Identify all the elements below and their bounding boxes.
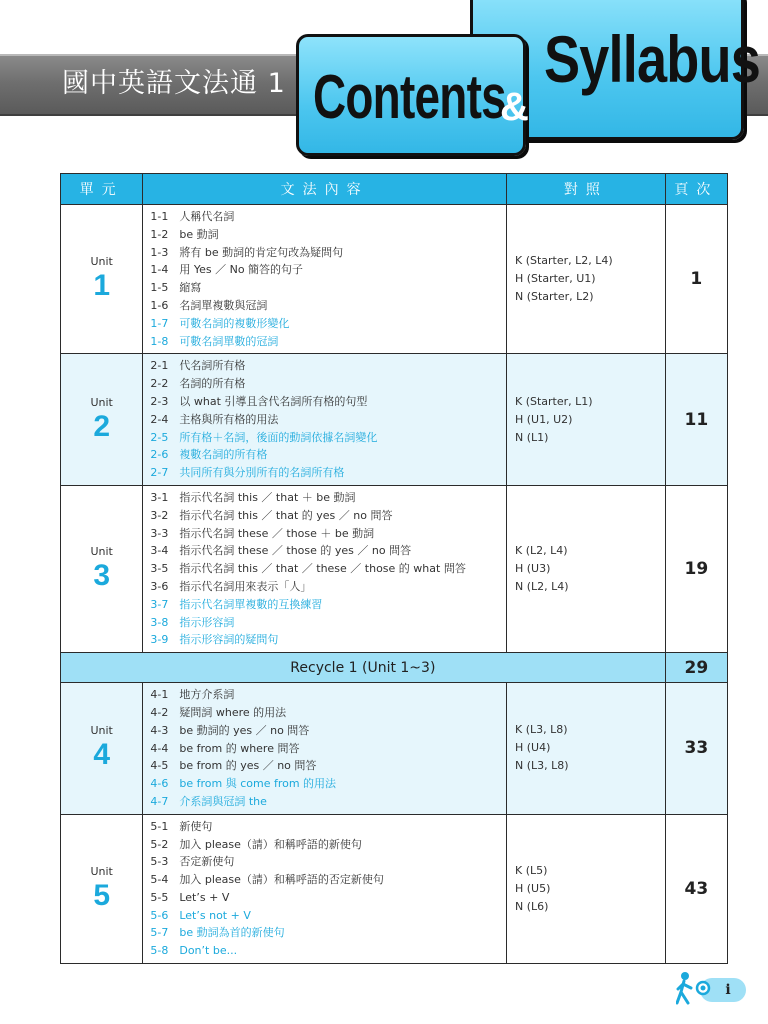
topic-number: 3-9 <box>150 633 169 647</box>
reference-line: K (L3, L8) <box>514 723 568 737</box>
topic-item <box>150 315 506 333</box>
topic-number: 2-4 <box>150 412 169 426</box>
unit-cell <box>61 205 143 354</box>
topic-item <box>150 357 506 375</box>
unit-number: 3 <box>93 559 111 593</box>
topic-text: Let’s + V <box>179 890 230 904</box>
topic-item <box>150 871 506 889</box>
reference-line: H (U4) <box>514 741 551 755</box>
topic-text: 指示代名詞 these ／ those ＋ be 動詞 <box>179 526 375 540</box>
reference-line: K (L5) <box>514 863 548 877</box>
topic-text: be 動詞 <box>179 227 219 241</box>
topic-text: Don’t be... <box>179 944 238 958</box>
unit-cell <box>61 485 143 652</box>
ampersand: & <box>500 85 529 129</box>
topic-item <box>150 614 506 632</box>
reference-cell <box>506 354 665 486</box>
topic-text: 用 Yes ／ No 簡答的句子 <box>179 263 304 277</box>
unit-number: 5 <box>93 878 111 912</box>
topic-text: 可數名詞單數的冠詞 <box>179 334 279 348</box>
header-ref: 對照 <box>506 174 665 205</box>
topic-text: 指示形容詞的疑問句 <box>179 633 279 647</box>
topic-text: 縮寫 <box>179 281 202 295</box>
reference-line: N (L6) <box>514 899 549 913</box>
topic-item <box>150 226 506 244</box>
topic-text: 共同所有與分別所有的名詞所有格 <box>179 466 345 480</box>
topic-text: 指示代名詞用來表示「人」 <box>179 579 312 593</box>
grammar-topics-cell <box>143 814 507 963</box>
topic-item <box>150 853 506 871</box>
syllabus-table <box>60 173 728 964</box>
topic-item <box>150 631 506 649</box>
topic-item <box>150 464 506 482</box>
topic-item <box>150 525 506 543</box>
reference-cell <box>506 814 665 963</box>
reference-cell <box>506 205 665 354</box>
topic-text: 所有格＋名詞，後面的動詞依據名詞變化 <box>179 430 378 444</box>
topic-text: 可數名詞的複數形變化 <box>179 316 290 330</box>
topic-item <box>150 836 506 854</box>
topic-number: 4-7 <box>150 794 169 808</box>
topic-number: 1-3 <box>150 245 169 259</box>
topic-number: 5-3 <box>150 855 169 869</box>
reference-line: N (L3, L8) <box>514 759 569 773</box>
topic-number: 1-1 <box>150 210 169 223</box>
topic-number: 1-7 <box>150 316 169 330</box>
topic-item <box>150 596 506 614</box>
topic-text: 指示代名詞 these ／ those 的 yes ／ no 問答 <box>179 544 412 558</box>
topic-text: 否定新使句 <box>179 855 235 869</box>
topic-item <box>150 793 506 811</box>
reference-line: H (U5) <box>514 881 551 895</box>
grammar-topics-cell <box>143 683 507 815</box>
topic-item <box>150 244 506 262</box>
unit-label: Unit <box>90 255 113 269</box>
page-number: i <box>725 982 731 998</box>
topic-text: Let’s not + V <box>179 908 251 922</box>
topic-item <box>150 942 506 960</box>
topic-number: 2-2 <box>150 377 169 391</box>
unit-cell <box>61 354 143 486</box>
topic-item <box>150 208 506 226</box>
reference-line: K (Starter, L2, L4) <box>514 254 613 268</box>
topic-number: 3-8 <box>150 615 169 629</box>
topic-number: 2-5 <box>150 430 169 444</box>
topic-item <box>150 393 506 411</box>
topic-text: 名詞單複數與冠詞 <box>179 298 268 312</box>
topic-item <box>150 489 506 507</box>
topic-item <box>150 560 506 578</box>
topic-number: 1-2 <box>150 227 169 241</box>
topic-text: 指示代名詞 this ／ that 的 yes ／ no 問答 <box>179 508 393 522</box>
reference-line: N (L1) <box>514 430 549 444</box>
topic-text: 代名詞所有格 <box>179 359 246 373</box>
topic-text: 加入 please（請）和稱呼語的否定新使句 <box>179 873 384 887</box>
topic-number: 5-2 <box>150 837 169 851</box>
topic-number: 4-6 <box>150 777 169 791</box>
topic-number: 5-1 <box>150 819 169 833</box>
unit-cell <box>61 814 143 963</box>
topic-text: 疑問詞 where 的用法 <box>179 705 287 719</box>
topic-item <box>150 578 506 596</box>
topic-number: 3-5 <box>150 562 169 576</box>
topic-number: 1-4 <box>150 263 169 277</box>
recycle-label: Recycle 1 (Unit 1~3) <box>61 653 666 683</box>
topic-number: 4-3 <box>150 723 169 737</box>
topic-number: 3-6 <box>150 579 169 593</box>
reference-cell <box>506 683 665 815</box>
topic-text: 地方介系詞 <box>179 688 235 702</box>
book-title: 國中英語文法通 1 <box>62 68 286 99</box>
topic-number: 2-1 <box>150 359 169 373</box>
topic-item <box>150 740 506 758</box>
reference-cell <box>506 485 665 652</box>
page-number-cell: 43 <box>665 814 727 963</box>
topic-number: 4-2 <box>150 705 169 719</box>
topic-number: 3-3 <box>150 526 169 540</box>
table-row <box>61 354 728 486</box>
topic-text: 人稱代名詞 <box>179 210 235 223</box>
topic-item <box>150 297 506 315</box>
topic-item <box>150 907 506 925</box>
topic-number: 2-7 <box>150 466 169 480</box>
reference-line: N (Starter, L2) <box>514 290 594 304</box>
page-number-cell: 11 <box>665 354 727 486</box>
topic-item <box>150 818 506 836</box>
reference-line: K (Starter, L1) <box>514 394 593 408</box>
topic-text: 以 what 引導且含代名詞所有格的句型 <box>179 394 368 408</box>
topic-item <box>150 704 506 722</box>
topic-text: 主格與所有格的用法 <box>179 412 279 426</box>
topic-text: 加入 please（請）和稱呼語的新使句 <box>179 837 362 851</box>
topic-text: be 動詞的 yes ／ no 問答 <box>179 723 310 737</box>
reference-line: N (L2, L4) <box>514 580 569 594</box>
topic-number: 5-6 <box>150 908 169 922</box>
header-content: 文法內容 <box>143 174 507 205</box>
page-number-cell: 19 <box>665 485 727 652</box>
topic-item <box>150 686 506 704</box>
table-header-row <box>61 174 728 205</box>
topic-number: 1-6 <box>150 298 169 312</box>
topic-number: 5-7 <box>150 926 169 940</box>
topic-number: 4-1 <box>150 688 169 702</box>
topic-text: 指示代名詞 this ／ that ／ these ／ those 的 what 問答 <box>179 562 466 576</box>
syllabus-heading: Syllabus <box>544 22 761 96</box>
table-body <box>61 205 728 964</box>
topic-text: 名詞的所有格 <box>179 377 246 391</box>
unit-cell <box>61 683 143 815</box>
topic-number: 3-7 <box>150 597 169 611</box>
topic-text: 新使句 <box>179 819 213 833</box>
topic-number: 4-4 <box>150 741 169 755</box>
unit-label: Unit <box>90 724 113 738</box>
header-page: 頁次 <box>665 174 727 205</box>
topic-text: be from 與 come from 的用法 <box>179 777 337 791</box>
topic-item <box>150 889 506 907</box>
unit-label: Unit <box>90 395 113 409</box>
topic-text: 指示代名詞 this ／ that ＋ be 動詞 <box>179 490 356 504</box>
reference-line: K (L2, L4) <box>514 544 568 558</box>
topic-number: 3-4 <box>150 544 169 558</box>
topic-number: 5-5 <box>150 890 169 904</box>
header-unit: 單元 <box>61 174 143 205</box>
table-row <box>61 814 728 963</box>
topic-text: 指示代名詞單複數的互換練習 <box>179 597 323 611</box>
topic-text: 將有 be 動詞的肯定句改為疑問句 <box>179 245 344 259</box>
topic-number: 2-3 <box>150 394 169 408</box>
topic-item <box>150 375 506 393</box>
topic-item <box>150 333 506 351</box>
page-number-cell: 33 <box>665 683 727 815</box>
reference-line: H (U3) <box>514 562 551 576</box>
topic-item <box>150 757 506 775</box>
topic-item <box>150 507 506 525</box>
unit-number: 1 <box>93 269 111 303</box>
reference-line: H (U1, U2) <box>514 412 573 426</box>
reference-line: H (Starter, U1) <box>514 272 596 286</box>
topic-number: 2-6 <box>150 448 169 462</box>
topic-number: 4-5 <box>150 759 169 773</box>
topic-text: 指示形容詞 <box>179 615 235 629</box>
topic-item <box>150 261 506 279</box>
page-number-cell: 1 <box>665 205 727 354</box>
topic-item <box>150 446 506 464</box>
topic-item <box>150 775 506 793</box>
contents-heading: Contents <box>313 63 506 132</box>
topic-text: be from 的 yes ／ no 問答 <box>179 759 317 773</box>
topic-item <box>150 411 506 429</box>
table-row <box>61 205 728 354</box>
topic-item <box>150 429 506 447</box>
topic-item <box>150 722 506 740</box>
topic-number: 5-8 <box>150 944 169 958</box>
unit-number: 4 <box>93 738 111 772</box>
unit-label: Unit <box>90 864 113 878</box>
topic-text: 複數名詞的所有格 <box>179 448 268 462</box>
grammar-topics-cell <box>143 205 507 354</box>
topic-item <box>150 924 506 942</box>
topic-number: 1-5 <box>150 281 169 295</box>
unit-label: Unit <box>90 545 113 559</box>
topic-item <box>150 279 506 297</box>
topic-number: 3-1 <box>150 490 169 504</box>
grammar-topics-cell <box>143 354 507 486</box>
topic-text: be 動詞為首的新使句 <box>179 926 285 940</box>
recycle-row <box>61 653 728 683</box>
topic-number: 5-4 <box>150 873 169 887</box>
grammar-topics-cell <box>143 485 507 652</box>
topic-text: 介系詞與冠詞 the <box>179 794 267 808</box>
topic-item <box>150 542 506 560</box>
table-row <box>61 485 728 652</box>
unit-number: 2 <box>93 409 111 443</box>
topic-number: 1-8 <box>150 334 169 348</box>
table-row <box>61 683 728 815</box>
topic-number: 3-2 <box>150 508 169 522</box>
recycle-page: 29 <box>665 653 727 683</box>
topic-text: be from 的 where 問答 <box>179 741 300 755</box>
